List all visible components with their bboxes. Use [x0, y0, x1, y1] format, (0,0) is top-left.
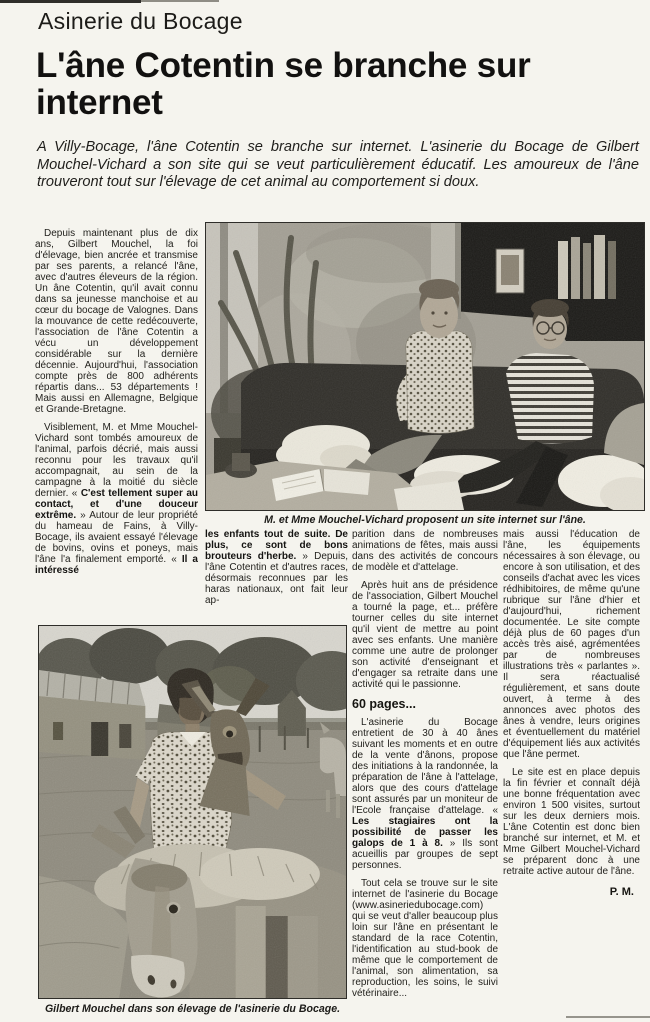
body-column-1 — [35, 228, 198, 583]
bold-quote: les enfants tout de suite. De plus, ce sont de bons brouteurs d'herbe. — [205, 529, 348, 562]
photo-couple-illustration — [206, 223, 644, 510]
article-kicker: Asinerie du Bocage — [38, 8, 243, 34]
paragraph: Depuis maintenant plus de dix ans, Gilbert Mouchel, la foi d'élevage, bien ancrée et transmise par ses parents, a relancé l'âne, avec d'autres éleveurs de la région. Un âne Cotentin, qu'il avait connu dans sa jeunesse manchoise et au cœur du bocage de Valognes. Dans la mouvance de cette redécouverte, l'association de l'âne Cotentin a vécu un développement considérable sur la dernière décennie. Aujourd'hui, l'association compte près de 800 adhérents répartis dans... 53 départements ! Mais aussi en Allemagne, Belgique et Grande-Bretagne. — [35, 228, 198, 415]
paragraph: Le site est en place depuis la fin février et connaît déjà une bonne fréquentation avec environ 1 500 visites, surtout sur les deux derniers mois. L'âne Cotentin est donc bien branché sur internet, et M. et Mme Gilbert Mouchel-Vichard se préparent donc à une retraite active autour de l'âne. — [503, 767, 640, 877]
scan-artifact-bottom-right — [566, 1016, 650, 1018]
body-column-4 — [503, 529, 640, 898]
author-initials: P. M. — [609, 886, 634, 898]
photo-man-with-donkeys — [38, 625, 347, 999]
subheading-60-pages: 60 pages... — [352, 697, 416, 711]
bold-quote: Il a intéressé — [35, 554, 198, 576]
photo-bottom-caption: Gilbert Mouchel dans son élevage de l'asinerie du Bocage. — [44, 1003, 341, 1015]
body-column-3 — [352, 529, 498, 1006]
paragraph: parition dans de nombreuses animations de fêtes, mais aussi dans des activités de concours de modèle et d'attelage. — [352, 529, 498, 573]
article-headline: L'âne Cotentin se branche sur internet — [36, 46, 531, 122]
photo-top-caption: M. et Mme Mouchel-Vichard proposent un site internet sur l'âne. — [264, 514, 586, 526]
text-segment: Visiblement, M. et Mme Mouchel-Vichard sont tombés amoureux de l'animal, parfois décrié, mais aussi reconnu pour les travaux qu'il accompagnait, au sein de la campagne à la moitié du siècle dernier. « — [35, 422, 198, 499]
paragraph: Tout cela se trouve sur le site internet de l'asinerie du Bocage (www.asineriedubocage.com) qui se veut d'aller beaucoup plus loin sur l'âne en présentant le standard de la race Cotentin, l'identification au stud-book de même que le comportement de l'animal, son alimentation, sa reproduction, les soins, le suivi vétérinaire... — [352, 878, 498, 999]
article-lede: A Villy-Bocage, l'âne Cotentin se branche sur internet. L'asinerie du Bocage de Gilbert Mouchel-Vichard a son site qui se veut particulièrement éducatif. Les amoureux de l'âne trouveront tout sur l'élevage de cet animal au comportement si doux. — [37, 139, 639, 191]
paragraph — [35, 422, 198, 576]
paragraph — [352, 717, 498, 871]
text-segment: » Depuis, l'âne Cotentin et d'autres races, désormais reconnues par les haras nationaux, ont fait leur ap- — [205, 551, 348, 606]
bold-quote: C'est tellement super au contact, et d'une douceur extrême. — [35, 488, 198, 521]
paragraph: Après huit ans de présidence de l'association, Gilbert Mouchel a tourné la page, et... préfère tourner celles du site internet qu'il vient de mettre au point avec ses enfants. Une manière comme une autre de prolonger son activité d'enseignant et d'engager sa retraite dans une activité qui le passionne. — [352, 580, 498, 690]
photo-donkeys-illustration — [39, 626, 346, 998]
text-segment: L'asinerie du Bocage entretient de 30 à 40 ânes suivant les moments et en outre de la vente d'ânons, propose des initiations à la randonnée, la préparation de l'âne à l'attelage, alors que des cours d'attelage sont assurés par un moniteur de l'Ecole française d'attelage. « — [352, 717, 498, 816]
scan-artifact-top-left-faint — [141, 0, 219, 2]
photo-couple-on-couch — [205, 222, 645, 511]
paragraph: mais aussi l'éducation de l'âne, les équipements nécessaires à son élevage, ou encore à son utilisation, et des conseils d'achat avec les vices rédhibitoires, de même qu'une rubrique sur l'âne d'hier et d'aujourd'hui, richement documentée. Le site compte déjà plus de 60 pages d'un accès très aisé, agrémentées par de nombreuses illustrations très « parlantes ». Il sera réactualisé régulièrement, et sans doute ouvert, à terme à des annonces avec photos des ânes à vendre, leurs origines et éventuellement du matériel d'équipement liés aux activités que l'âne permet. — [503, 529, 640, 760]
paragraph — [205, 529, 348, 606]
text-segment: » Autour de leur propriété du hameau de Fains, à Villy-Bocage, ils avaient essayé l'élevage de bovins, ovins et poneys, mais l'âne l'a finalement emporté. « — [35, 510, 198, 565]
scan-artifact-top-left — [0, 0, 141, 3]
body-column-2 — [205, 529, 348, 613]
text-segment: » Ils sont acueillis par groupes de sept personnes. — [352, 838, 498, 871]
bold-quote: Les stagiaires ont la possibilité de passer les galops de 1 à 8. — [352, 816, 498, 849]
